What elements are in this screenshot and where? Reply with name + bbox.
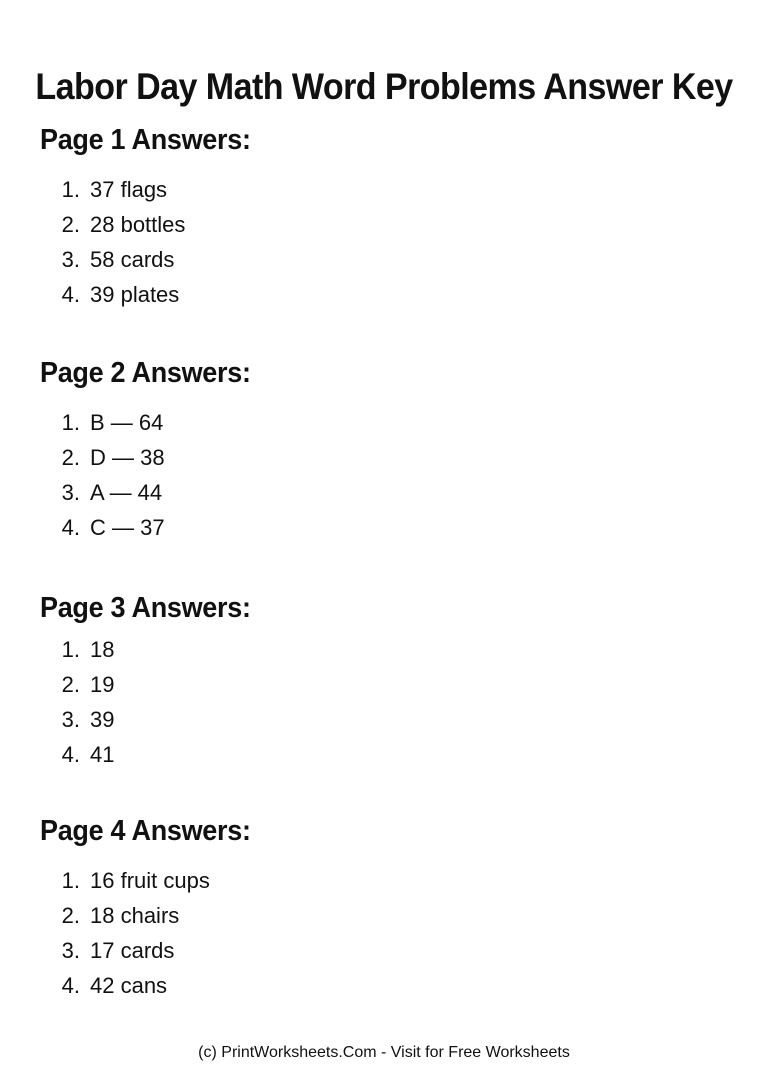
answer-number: 1. — [61, 410, 80, 435]
answer-text: 39 plates — [90, 282, 180, 307]
answer-number: 3. — [61, 480, 80, 505]
section-page-4 — [40, 813, 267, 1003]
page-title: Labor Day Math Word Problems Answer Key — [35, 65, 733, 107]
section-heading: Page 3 Answers: — [40, 592, 251, 624]
answer-number: 2. — [61, 672, 80, 697]
answer-number: 2. — [61, 212, 80, 237]
list-item — [40, 667, 267, 702]
answer-text: 28 bottles — [90, 212, 186, 237]
answer-number: 3. — [61, 938, 80, 963]
section-heading: Page 1 Answers: — [40, 124, 251, 156]
answer-text: 41 — [90, 742, 115, 767]
list-item — [40, 510, 267, 545]
answer-text: 37 flags — [90, 177, 168, 202]
list-item — [40, 863, 267, 898]
answer-text: 39 — [90, 707, 115, 732]
list-item — [40, 172, 267, 207]
answer-number: 4. — [61, 515, 80, 540]
list-item — [40, 632, 267, 667]
answer-number: 2. — [61, 445, 80, 470]
list-item — [40, 405, 267, 440]
list-item — [40, 737, 267, 772]
answer-text: 16 fruit cups — [90, 868, 210, 893]
answer-text: 18 chairs — [90, 903, 180, 928]
list-item — [40, 968, 267, 1003]
answer-number: 1. — [61, 177, 80, 202]
answer-number: 1. — [61, 637, 80, 662]
answer-list — [40, 172, 267, 312]
list-item — [40, 440, 267, 475]
answer-number: 2. — [61, 903, 80, 928]
answer-text: 42 cans — [90, 973, 168, 998]
list-item — [40, 702, 267, 737]
answer-text: B — 64 — [90, 410, 164, 435]
list-item — [40, 207, 267, 242]
answer-number: 4. — [61, 973, 80, 998]
answer-number: 3. — [61, 707, 80, 732]
answer-text: A — 44 — [90, 480, 163, 505]
answer-text: 19 — [90, 672, 115, 697]
list-item — [40, 277, 267, 312]
section-heading: Page 2 Answers: — [40, 357, 251, 389]
section-page-2 — [40, 355, 267, 545]
answer-number: 1. — [61, 868, 80, 893]
answer-number: 4. — [61, 282, 80, 307]
answer-text: 17 cards — [90, 938, 175, 963]
answer-text: 18 — [90, 637, 115, 662]
section-heading: Page 4 Answers: — [40, 815, 251, 847]
answer-text: 58 cards — [90, 247, 175, 272]
answer-list — [40, 863, 267, 1003]
answer-list — [40, 632, 267, 772]
list-item — [40, 898, 267, 933]
list-item — [40, 475, 267, 510]
section-page-3 — [40, 590, 267, 772]
answer-list — [40, 405, 267, 545]
answer-number: 3. — [61, 247, 80, 272]
answer-text: C — 37 — [90, 515, 165, 540]
answer-text: D — 38 — [90, 445, 165, 470]
footer-credit: (c) PrintWorksheets.Com - Visit for Free Worksheets — [198, 1044, 570, 1061]
list-item — [40, 933, 267, 968]
section-page-1 — [40, 122, 267, 312]
answer-number: 4. — [61, 742, 80, 767]
list-item — [40, 242, 267, 277]
